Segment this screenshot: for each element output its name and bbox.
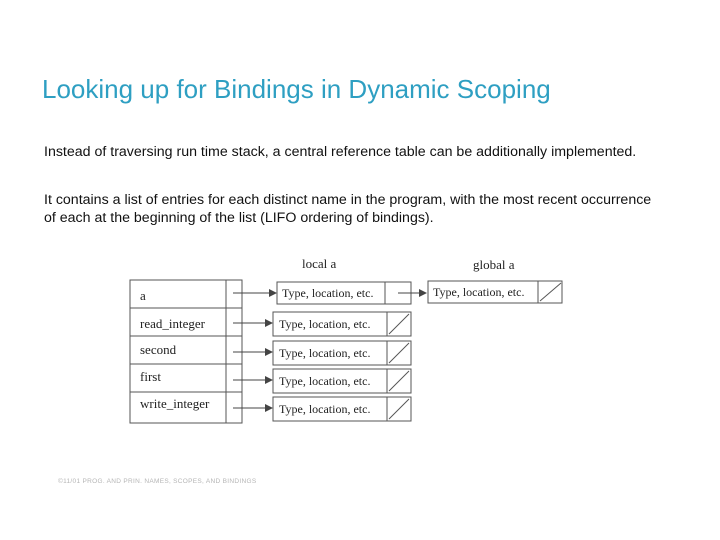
footer: ©11/01 PROG. AND PRIN. NAMES, SCOPES, AND BINDINGS — [58, 478, 257, 485]
page-title: Looking up for Bindings in Dynamic Scoping — [42, 74, 551, 104]
entry-local-a — [277, 282, 411, 304]
entry-read-integer — [273, 312, 411, 336]
header-global-a: global a — [473, 257, 515, 272]
entry-write-integer — [273, 397, 411, 421]
entry-label-read-integer: Type, location, etc. — [279, 317, 371, 331]
header-local-a: local a — [302, 256, 337, 271]
paragraph-central-table: Instead of traversing run time stack, a central reference table can be additionally implemented. — [44, 144, 637, 160]
paragraph-lifo: It contains a list of entries for each distinct name in the program, with the most recent occurrence of each at the beginning of the list (LIFO ordering of bindings). — [44, 192, 652, 226]
entry-global-a — [428, 281, 562, 303]
name-write-integer: write_integer — [140, 396, 210, 411]
entry-label-global-a: Type, location, etc. — [433, 285, 525, 299]
name-second: second — [140, 342, 177, 357]
name-first: first — [140, 369, 161, 384]
name-a: a — [140, 288, 146, 303]
entry-label-local-a: Type, location, etc. — [282, 286, 374, 300]
entry-label-write-integer: Type, location, etc. — [279, 402, 371, 416]
entry-first — [273, 369, 411, 393]
name-read-integer: read_integer — [140, 316, 205, 331]
entry-second — [273, 341, 411, 365]
entry-label-first: Type, location, etc. — [279, 374, 371, 388]
entry-label-second: Type, location, etc. — [279, 346, 371, 360]
